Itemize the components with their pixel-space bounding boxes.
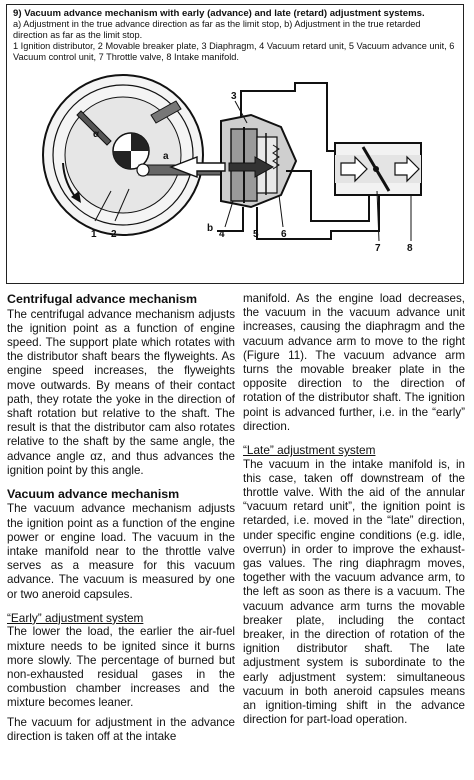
heading-vacuum-advance: Vacuum advance mechanism (7, 486, 180, 501)
figure-caption (13, 8, 457, 63)
label-alpha: α (93, 129, 100, 140)
right-column (243, 292, 465, 727)
heading-early-adjustment: “Early” adjustment system (7, 610, 144, 625)
paragraph-early-adjustment-continued: manifold. As the engine load decreases, the vacuum in the vacuum advance unit increases, causing the diaphragm and the vacuum advance arm to move to the right (Figure 11). The vacuum advance arm turns the movable breaker plate in the opposite direction to the direction of rotation of the distributor shaft. The ignition point is advanced further, i.e. in the “early” direction. (243, 292, 465, 433)
vacuum-advance-diagram (11, 71, 461, 277)
label-8: 8 (407, 243, 413, 254)
figure-caption-ab: a) Adjustment in the true advance direction as far as the limit stop, b) Adjustment in the true retarded direction as far as the limit stop. (13, 19, 421, 40)
left-column (7, 292, 235, 744)
paragraph-centrifugal-advance: The centrifugal advance mechanism adjusts the ignition point as a function of engine speed. The support plate which rotates with the distributor shaft bears the flyweights. As engine speed increases, the flyweights move outwards. By means of their contact path, they rotate the yoke in the direction of shaft rotation but relative to the shaft. The result is that the distributor cam also rotates relative to the shaft by the same angle, the advance angle αz, and thus advances the ignition point by this angle. (7, 307, 235, 477)
heading-centrifugal-advance: Centrifugal advance mechanism (7, 292, 198, 306)
figure-box (6, 4, 464, 284)
paragraph-early-adjustment-2: The vacuum for adjustment in the advance direction is taken off at the intake (7, 715, 235, 743)
paragraph-late-adjustment: The vacuum in the intake manifold is, in this case, taken off downstream of the throttle valve. With the aid of the annular “vacuum retard unit”, the ignition point is retarded, i.e. moved in the “late” direction, under specific engine conditions (e.g. idle, overrun) in order to improve the exhaust-gas values. The ring diaphragm moves, together with the vacuum advance arm, to the left as soon as there is a vacuum. The vacuum advance arm turns the movable breaker plate, including the contact breaker, in the direction of rotation of the ignition distributor shaft. The late adjustment system is subordinate to the early adjustment system: simultaneous vacuum in both aneroid capsules means an ignition-timing shift in the advance direction for part-load operation. (243, 457, 465, 727)
heading-late-adjustment: “Late” adjustment system (243, 443, 376, 458)
label-2: 2 (111, 229, 117, 240)
label-3: 3 (231, 91, 237, 102)
label-1: 1 (91, 229, 97, 240)
label-a: a (163, 151, 169, 162)
label-b: b (207, 223, 214, 234)
label-4: 4 (219, 229, 225, 240)
label-6: 6 (281, 229, 287, 240)
label-7: 7 (375, 243, 381, 254)
figure-legend: 1 Ignition distributor, 2 Movable breaker plate, 3 Diaphragm, 4 Vacuum retard unit, 5 Vacuum advance unit, 6 Vacuum control unit, 7 Throttle valve, 8 Intake manifold. (13, 41, 455, 62)
ignition-distributor-drawing (43, 75, 235, 235)
intake-manifold-drawing (335, 143, 421, 195)
paragraph-early-adjustment-1: The lower the load, the earlier the air-fuel mixture needs to be ignited since it burns more slowly. The percentage of burned but non-exhausted residual gases in the combustion chamber increases and the mixture becomes leaner. (7, 625, 235, 710)
figure-title: 9) Vacuum advance mechanism with early (advance) and late (retard) adjustment systems. (13, 8, 425, 19)
paragraph-vacuum-advance: The vacuum advance mechanism adjusts the ignition point as a function of the engine power or engine load. The vacuum in the intake manifold near to the throttle valve serves as a measure for this vacuum advance. The vacuum is measured by one or two aneroid capsules. (7, 502, 235, 601)
label-5: 5 (253, 229, 259, 240)
